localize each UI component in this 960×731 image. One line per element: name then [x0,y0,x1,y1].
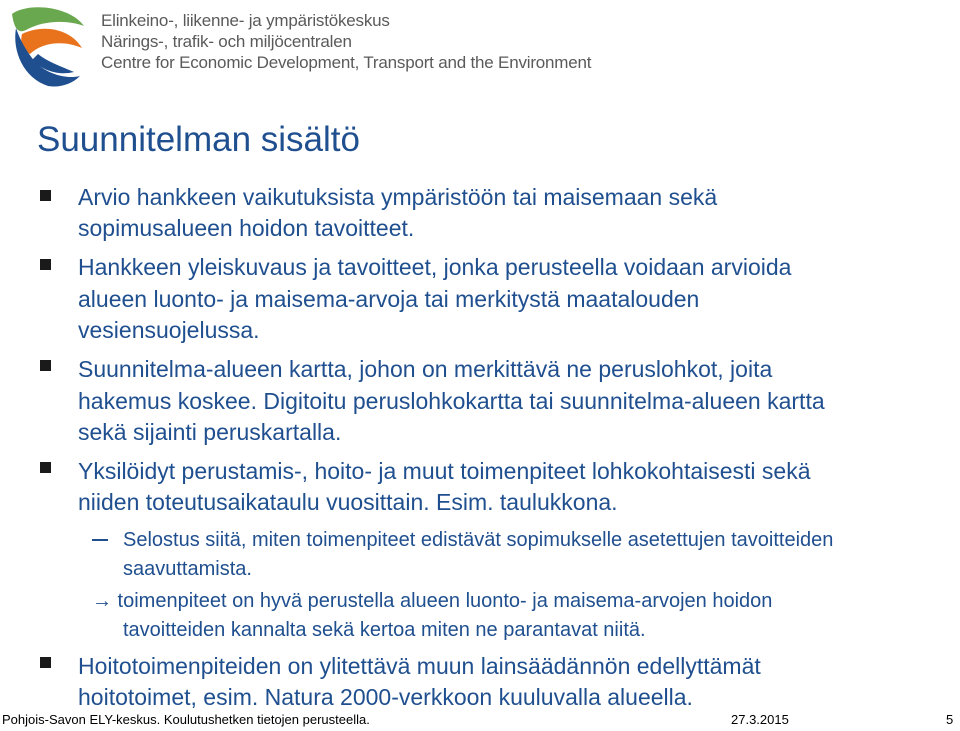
bullet-line: alueen luonto- ja maisema-arvoja tai merkitystä maatalouden [78,286,700,312]
bullet-line: niiden toteutusaikataulu vuosittain. Esim. taulukkona. [78,489,618,515]
organization-names [101,10,591,73]
sub-item-line: saavuttamista. [123,558,252,580]
bullet-line: Suunnitelma-alueen kartta, johon on merkittävä ne peruslohkot, joita [78,356,773,382]
bullet-line: Arvio hankkeen vaikutuksista ympäristöön tai maisemaan sekä [78,184,718,210]
slide-title: Suunnitelman sisältö [37,120,360,159]
org-name-en: Centre for Economic Development, Transport and the Environment [101,53,592,72]
sub-item-line: tavoitteiden kannalta sekä kertoa miten ne parantavat niitä. [123,619,646,641]
logo-green-leaf [12,7,84,31]
sub-item-line: Selostus siitä, miten toimenpiteet edistävät sopimukselle asetettujen tavoitteiden [123,529,834,551]
bullet-line: sekä sijainti peruskartalla. [78,419,342,445]
bullet-line: Yksilöidyt perustamis-, hoito- ja muut toimenpiteet lohkokohtaisesti sekä [78,458,811,484]
bullet-square-icon [40,360,51,371]
bullet-square-icon [40,190,51,201]
org-name-sv: Närings-, trafik- och miljöcentralen [101,32,352,51]
bullet-line: vesiensuojelussa. [78,317,260,343]
sub-item-line: → toimenpiteet on hyvä perustella alueen luonto- ja maisema-arvojen hoidon [92,590,773,612]
bullet-square-icon [40,657,51,668]
ely-logo [8,4,88,88]
bullet-square-icon [40,462,51,473]
bullet-line: Hankkeen yleiskuvaus ja tavoitteet, jonka perusteella voidaan arvioida [78,254,792,280]
footer-date: 27.3.2015 [731,712,789,727]
bullet-line: Hoitotoimenpiteiden on ylitettävä muun lainsäädännön edellyttämät [78,653,761,679]
footer-source: Pohjois-Savon ELY-keskus. Koulutushetken tietojen perusteella. [2,712,370,727]
bullet-line: hakemus koskee. Digitoitu peruslohkokartta tai suunnitelma-alueen kartta [78,388,825,414]
bullet-line: sopimusalueen hoidon tavoitteet. [78,215,415,241]
footer-page-number: 5 [946,712,954,727]
dash-icon [92,539,108,541]
logo-orange-leaf [21,29,82,54]
bullet-line: hoitotoimet, esim. Natura 2000-verkkoon kuuluvalla alueella. [78,684,693,710]
org-name-fi: Elinkeino-, liikenne- ja ympäristökeskus [101,11,390,30]
bullet-square-icon [40,259,51,270]
